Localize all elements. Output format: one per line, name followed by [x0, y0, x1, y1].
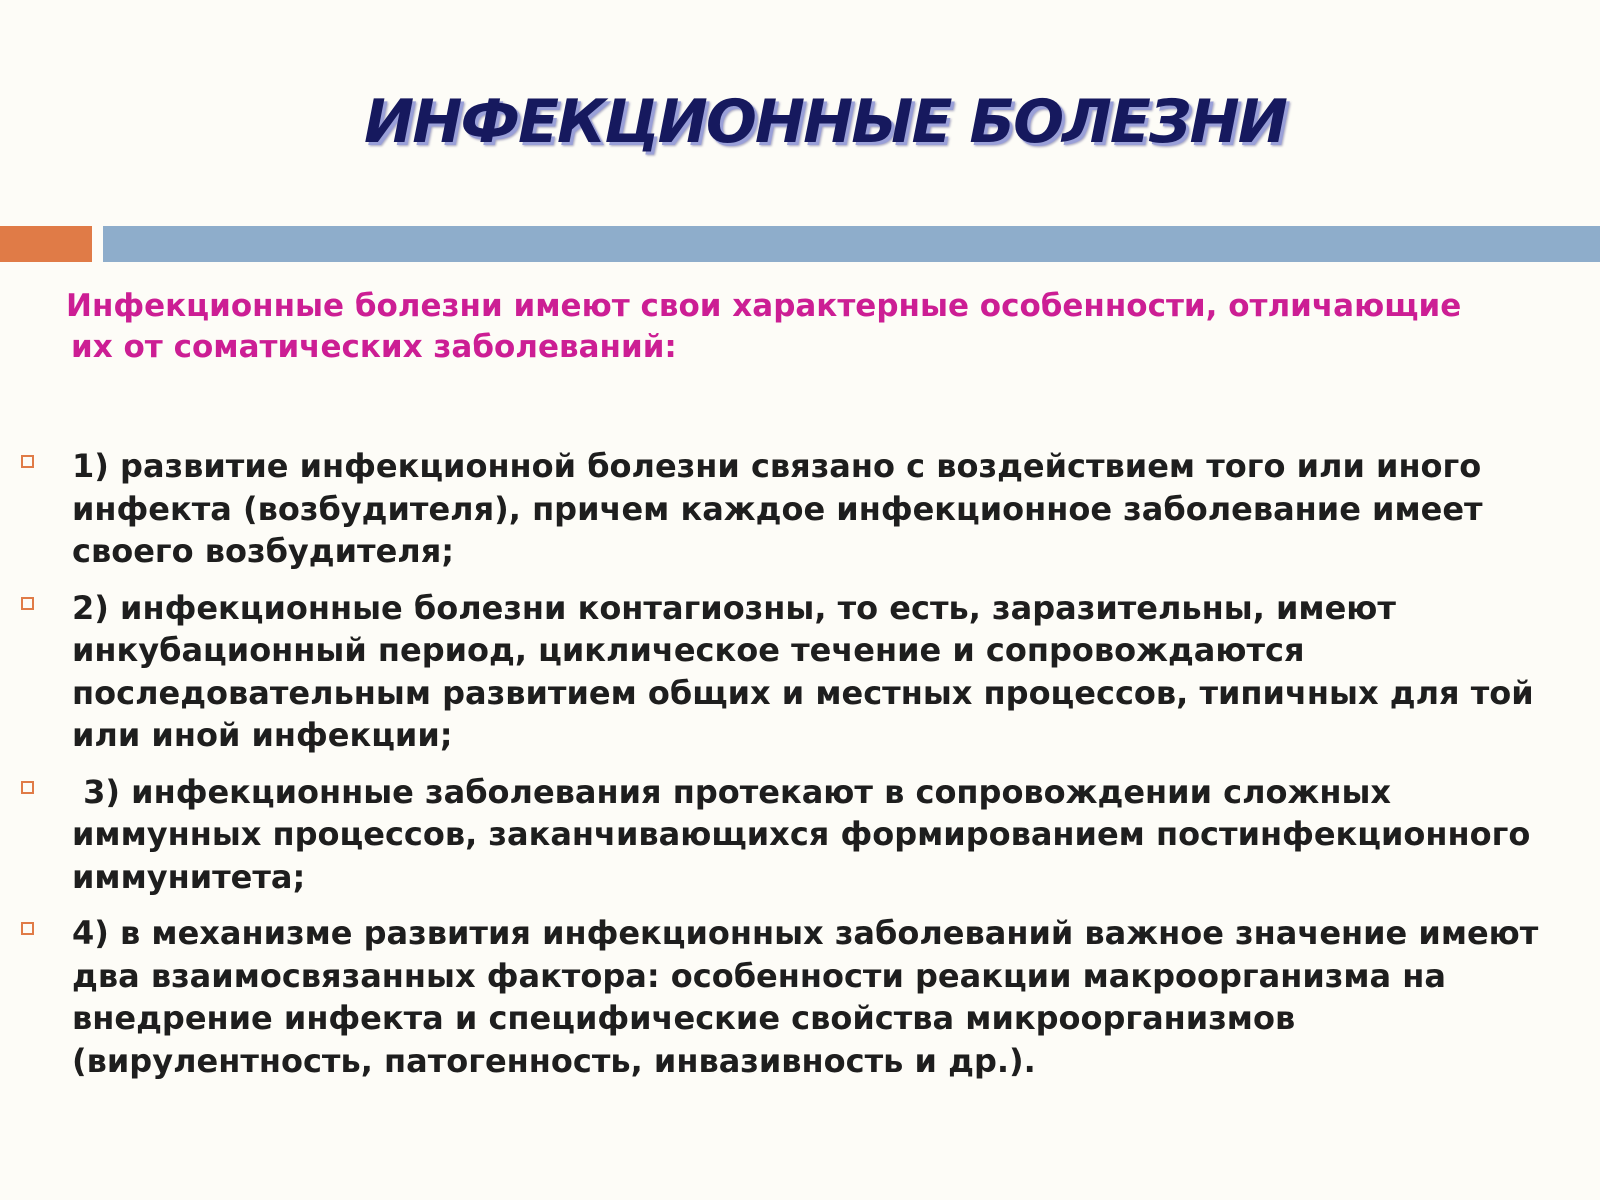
intro-text — [66, 286, 1586, 368]
square-bullet-icon — [21, 597, 34, 610]
features-list — [0, 445, 1600, 1096]
square-bullet-icon — [21, 922, 34, 935]
list-item — [0, 912, 1600, 1082]
square-bullet-icon — [21, 455, 34, 468]
list-item-text: 4) в механизме развития инфекционных заболеваний важное значение имеют два взаимосвязанных фактора: особенности реакции макроорганизма на внедрение инфекта и специфические свойства микроорганизмов (вирулентность, патогенность, инвазивность и др.). — [72, 914, 1539, 1080]
list-item-text: 3) инфекционные заболевания протекают в сопровождении сложных иммунных процессов, заканчивающихся формированием постинфекционного иммунитета; — [72, 772, 1542, 896]
list-item — [0, 771, 1600, 899]
square-bullet-icon — [21, 781, 34, 794]
list-item — [0, 445, 1600, 573]
list-item-text: 1) развитие инфекционной болезни связано с воздействием того или иного инфекта (возбудителя), причем каждое инфекционное заболевание имеет своего возбудителя; — [72, 447, 1483, 570]
list-item-text: 2) инфекционные болезни контагиозны, то есть, заразительны, имеют инкубационный период, циклическое течение и сопровождаются последовательным развитием общих и местных процессов, типичных для той или иной инфекции; — [72, 588, 1534, 754]
list-item — [0, 587, 1600, 757]
slide-title: ИНФЕКЦИОННЫЕ БОЛЕЗНИ — [364, 87, 1286, 157]
accent-block-orange — [0, 226, 92, 262]
accent-bar-blue — [103, 226, 1600, 262]
intro-line-1: Инфекционные болезни имеют свои характерные особенности, отличающие — [66, 288, 1462, 324]
intro-line-2: их от соматических заболеваний: — [71, 329, 677, 365]
